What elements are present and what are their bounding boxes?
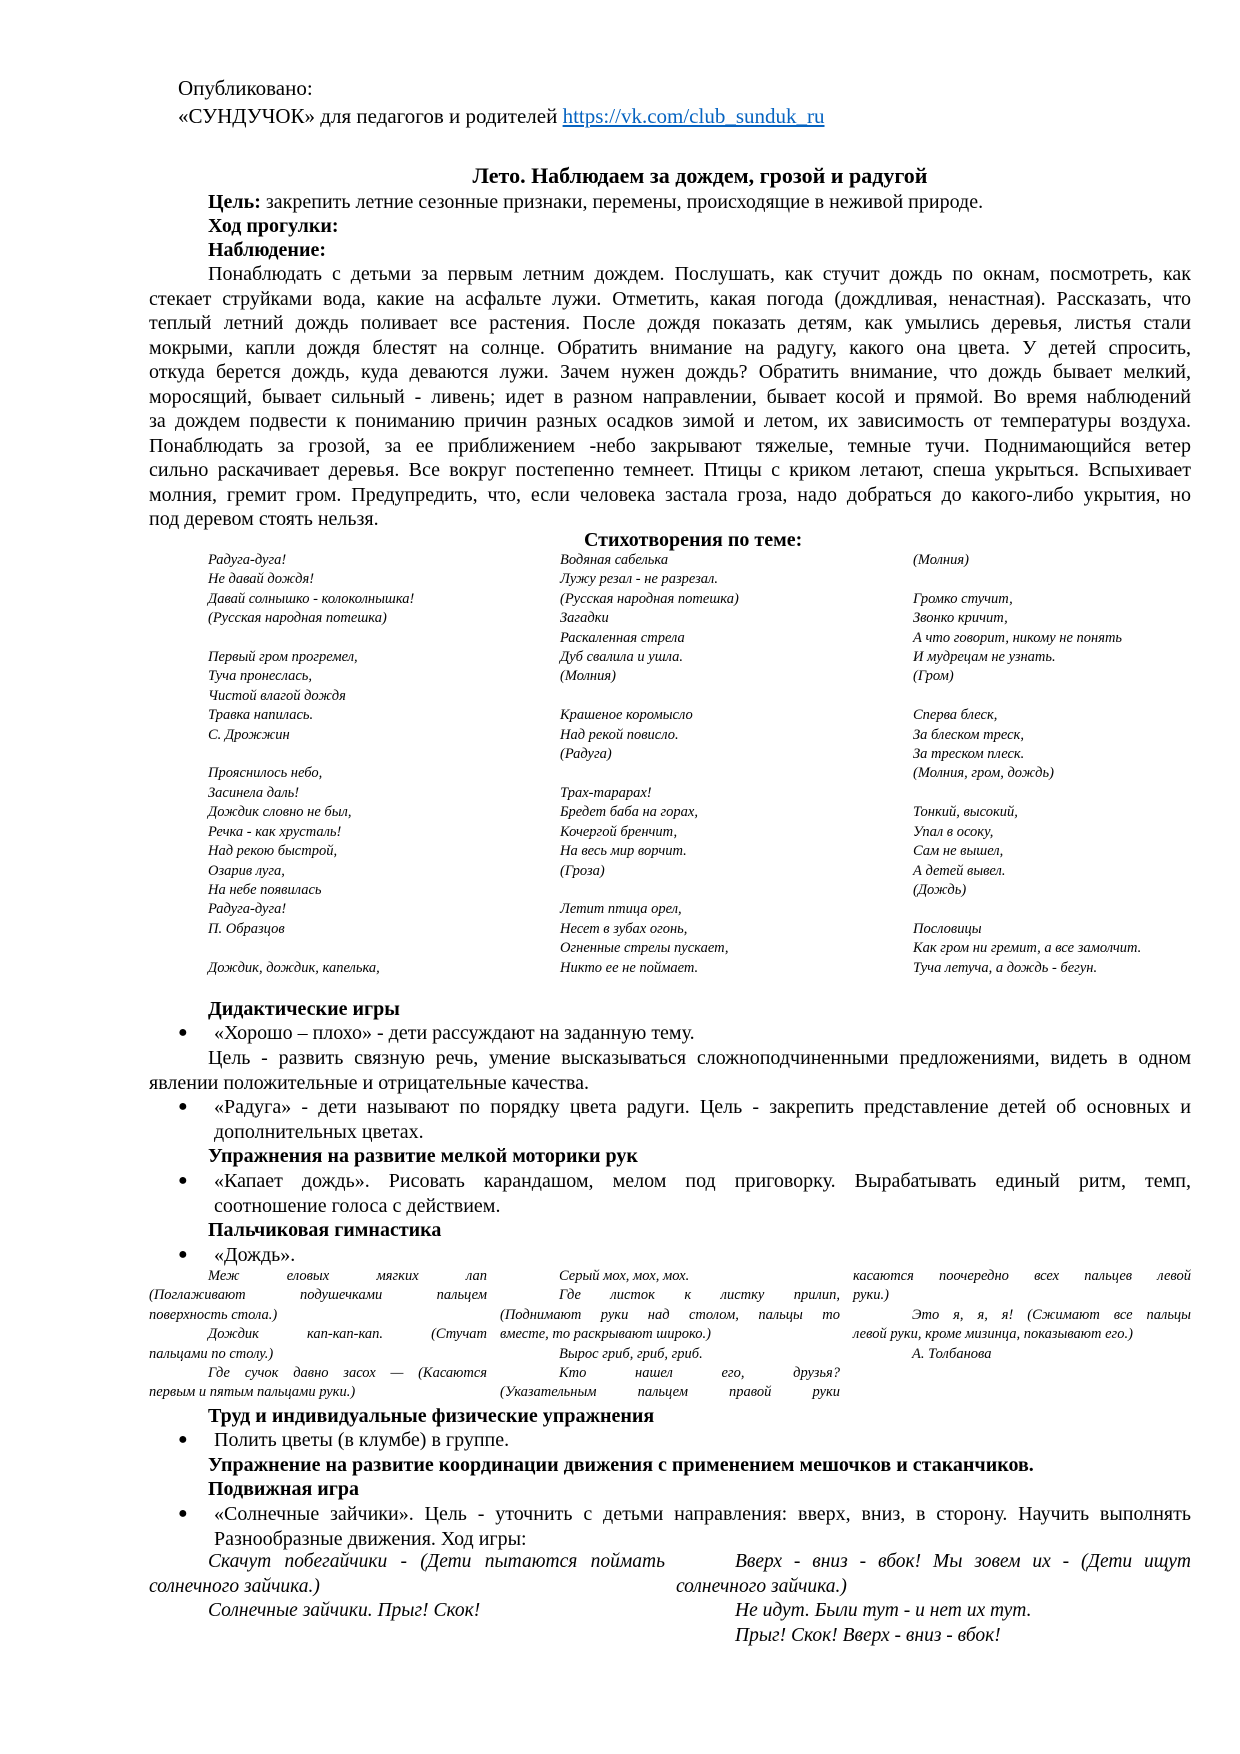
didactic-heading: Дидактические игры — [208, 998, 400, 1020]
published-label: Опубликовано: — [178, 76, 313, 100]
finger-item: «Дождь». — [214, 1244, 296, 1266]
text-line: «Солнечные зайчики». Цель - уточнить с детьми направления: вверх, вниз, в сторону. Научить выполнять — [214, 1503, 1191, 1525]
text-line: Тонкий, высокий, — [913, 804, 1018, 821]
text-line: Дождик, дождик, капелька, — [208, 959, 380, 976]
text-line: С. Дрожжин — [208, 726, 290, 743]
text-line: руки.) — [853, 1287, 889, 1304]
text-line: теплый летний дождь поливает все растения. После дождя показать детям, как умылись деревья, листья стали — [149, 312, 1191, 334]
text-line: мокрыми, капли дождя блестят на солнце. Обратить внимание на радугу, какого она цвета. У детей спросить, — [149, 336, 1191, 359]
bullet-icon: ● — [178, 1172, 188, 1189]
text-line: молния, гремит гром. Предупредить, что, если человека застала гроза, надо добраться до какого-либо укрытия, но — [149, 483, 1191, 506]
text-line: Летит птица орел, — [560, 901, 682, 918]
publisher-line — [178, 104, 825, 129]
text-line: Радуга-дуга! — [208, 552, 287, 568]
text-line: На весь мир ворчит. — [560, 843, 687, 860]
text-line: Прыг! Скок! Вверх - вниз - вбок! — [735, 1624, 1001, 1646]
text-line: За треском плеск. — [913, 746, 1025, 763]
text-line: Сперва блеск, — [913, 707, 998, 724]
text-line: Раскаленная стрела — [560, 629, 685, 646]
text-line: Дождик словно не был, — [208, 804, 352, 821]
labor-item: Полить цветы (в клумбе) в группе. — [214, 1429, 510, 1451]
text-line: Давай солнышко - колоколнышка! — [208, 590, 415, 607]
text-line — [913, 687, 1213, 706]
text-line: (Радуга) — [560, 746, 612, 763]
text-line: первым и пятым пальцами руки.) — [149, 1384, 356, 1401]
text-line: Вверх - вниз - вбок! Мы зовем их - (Дети ищут — [735, 1551, 1191, 1572]
text-line: (Указательным пальцем правой руки — [500, 1384, 840, 1401]
text-line: пальцами по столу.) — [149, 1345, 274, 1362]
text-line: солнечного зайчика.) — [149, 1575, 320, 1597]
text-line: «Радуга» - дети называют по порядку цвета радуги. Цель - закрепить представление детей об основных и — [214, 1096, 1191, 1118]
text-line: Водяная сабелька — [560, 552, 669, 568]
text-line: Загадки — [560, 610, 609, 627]
labor-heading: Труд и индивидуальные физические упражнения — [208, 1405, 655, 1427]
text-line: Крашеное коромысло — [560, 707, 693, 724]
motor-item — [214, 1169, 1191, 1218]
text-line — [560, 687, 900, 706]
text-line: Туча пронеслась, — [208, 668, 312, 685]
text-line: Несет в зубах огонь, — [560, 920, 688, 937]
text-line: (Гром) — [913, 668, 954, 685]
poems-column-2 — [560, 551, 900, 978]
text-line: П. Образцов — [208, 920, 285, 937]
text-line: Озарив луга, — [208, 862, 285, 879]
finger-column-2 — [500, 1267, 840, 1403]
text-line: (Поглаживают подушечками пальцем — [149, 1287, 487, 1304]
outdoor-heading: Подвижная игра — [208, 1478, 359, 1500]
walk-heading: Ход прогулки: — [208, 215, 339, 237]
text-line: явлении положительные и отрицательные качества. — [149, 1071, 590, 1094]
coordination-heading: Упражнение на развитие координации движения с применением мешочков и стаканчиков. — [208, 1454, 1034, 1476]
text-line: Огненные стрелы пускает, — [560, 940, 729, 957]
text-line: И мудрецам не узнать. — [913, 649, 1056, 666]
text-line: (Поднимают руки над столом, пальцы то — [500, 1306, 840, 1323]
text-line — [913, 900, 1213, 919]
text-line: Разнообразные движения. Ход игры: — [214, 1527, 527, 1550]
text-line: А. Толбанова — [912, 1345, 992, 1362]
text-line: Трах-тарарах! — [560, 784, 652, 801]
text-line: Громко стучит, — [913, 590, 1013, 607]
text-line: Кто нашел его, друзья? — [559, 1365, 840, 1382]
text-line — [208, 629, 548, 648]
text-line: На небе появилась — [208, 881, 322, 898]
text-line: Вырос гриб, гриб, гриб. — [559, 1345, 703, 1362]
text-line: А детей вывел. — [913, 862, 1006, 879]
text-line: Серый мох, мох, мох. — [559, 1268, 690, 1284]
goal-label: Цель: — [208, 191, 261, 213]
text-line — [208, 745, 548, 764]
game-column-2 — [676, 1550, 1191, 1648]
text-line: Сам не вышел, — [913, 843, 1004, 860]
text-line: Меж еловых мягких лап — [208, 1268, 487, 1284]
text-line: Кочергой бренчит, — [560, 823, 678, 840]
text-line: (Молния, гром, дождь) — [913, 765, 1054, 782]
didactic-item-2 — [214, 1095, 1191, 1144]
text-line: Первый гром прогремел, — [208, 649, 358, 666]
text-line: Прояснилось небо, — [208, 765, 323, 782]
text-line: А что говорит, никому не понять — [913, 629, 1123, 646]
text-line — [913, 570, 1213, 589]
text-line: Где листок к листку прилип, — [559, 1287, 840, 1304]
text-line: (Русская народная потешка) — [560, 590, 739, 607]
text-line: Скачут побегайчики - (Дети пытаются поймать — [208, 1551, 665, 1572]
bullet-icon: ● — [178, 1098, 188, 1115]
poems-column-1 — [208, 551, 548, 978]
text-line: Речка - как хрусталь! — [208, 823, 342, 840]
text-line: Понаблюдать с детьми за первым летним дождем. Послушать, как стучит дождь по окнам, посмотреть, как — [208, 263, 1191, 285]
bullet-icon: ● — [178, 1024, 188, 1041]
text-line: Радуга-дуга! — [208, 901, 287, 918]
text-line: вместе, то раскрывают широко.) — [500, 1326, 711, 1343]
finger-heading: Пальчиковая гимнастика — [208, 1219, 442, 1241]
text-line: (Дождь) — [913, 881, 967, 898]
text-line: Пословицы — [913, 920, 982, 937]
text-line: Чистой влагой дождя — [208, 687, 346, 704]
text-line: откуда берется дождь, куда деваются лужи. Зачем нужен дождь? Обратить внимание, что дождь бывает мелкий, — [149, 361, 1191, 383]
text-line: сильно раскачивает деревья. Все вокруг постепенно темнеет. Птицы с криком летают, спеша укрыться. Вспыхивает — [149, 459, 1191, 481]
text-line: Где сучок давно засох — (Касаются — [208, 1365, 487, 1382]
text-line: Дождик кап-кап-кап. (Стучат — [208, 1326, 487, 1343]
text-line: (Молния) — [913, 552, 969, 568]
finger-column-3 — [853, 1267, 1191, 1364]
text-line: Над рекою быстрой, — [208, 843, 338, 860]
text-line: солнечного зайчика.) — [676, 1575, 847, 1597]
text-line: Травка напилась. — [208, 707, 314, 724]
text-line: Звонко кричит, — [913, 610, 1008, 627]
didactic-item-1-goal — [149, 1046, 1191, 1095]
text-line — [208, 939, 548, 958]
text-line: касаются поочередно всех пальцев левой — [853, 1268, 1191, 1284]
bullet-icon: ● — [178, 1505, 188, 1522]
publisher-name: «СУНДУЧОК» для педагогов и родителей — [178, 104, 558, 128]
text-line: За блеском треск, — [913, 726, 1024, 743]
text-line: Цель - развить связную речь, умение высказываться сложноподчиненными предложениями, видеть в одном — [208, 1047, 1191, 1069]
text-line: (Русская народная потешка) — [208, 610, 387, 627]
finger-column-1 — [149, 1267, 487, 1403]
poems-column-3 — [913, 551, 1213, 978]
motor-heading: Упражнения на развитие мелкой моторики рук — [208, 1145, 638, 1167]
text-line: Это я, я, я! (Сжимают все пальцы — [912, 1306, 1191, 1323]
text-line: соотношение голоса с действием. — [214, 1194, 501, 1217]
text-line: Упал в осоку, — [913, 823, 994, 840]
text-line: Понаблюдать за грозой, за ее приближением -небо закрывают тяжелые, темные тучи. Поднимающийся ветер — [149, 434, 1191, 457]
text-line: поверхность стола.) — [149, 1306, 278, 1323]
text-line: Как гром ни гремит, а все замолчит. — [913, 940, 1142, 957]
text-line: стекает струйками вода, какие на асфальте лужи. Отметить, какая погода (дождливая, ненастная). Рассказать, что — [149, 287, 1191, 310]
observation-heading: Наблюдение: — [208, 239, 326, 261]
outdoor-item — [214, 1502, 1191, 1551]
text-line: Бредет баба на горах, — [560, 804, 698, 821]
text-line: «Капает дождь». Рисовать карандашом, мелом под приговорку. Вырабатывать единый ритм, темп, — [214, 1170, 1191, 1192]
text-line: левой руки, кроме мизинца, показывают его.) — [853, 1326, 1133, 1343]
text-line: Засинела даль! — [208, 784, 300, 801]
text-line: Лужу резал - не разрезал. — [560, 571, 719, 588]
goal-line — [208, 190, 983, 215]
didactic-item-1: «Хорошо – плохо» - дети рассуждают на заданную тему. — [214, 1022, 695, 1044]
text-line: моросящий, бывает сильный - ливень; идет в разном направлении, бывает косой и прямой. Во время наблюдений — [149, 385, 1191, 408]
text-line: (Молния) — [560, 668, 616, 685]
observation-paragraph — [149, 262, 1191, 532]
text-line: Туча летуча, а дождь - бегун. — [913, 959, 1098, 976]
bullet-icon: ● — [178, 1246, 188, 1263]
vk-link[interactable]: https://vk.com/club_sunduk_ru — [562, 104, 825, 128]
text-line: Дуб свалила и ушла. — [560, 649, 684, 666]
text-line: Не давай дождя! — [208, 571, 315, 588]
poems-heading: Стихотворения по теме: — [584, 529, 803, 551]
text-line: под деревом стоять нельзя. — [149, 508, 379, 530]
text-line: Солнечные зайчики. Прыг! Скок! — [208, 1600, 481, 1621]
bullet-icon: ● — [178, 1431, 188, 1448]
text-line — [913, 784, 1213, 803]
text-line: Не идут. Были тут - и нет их тут. — [735, 1600, 1032, 1621]
text-line: (Гроза) — [560, 862, 605, 879]
goal-text: закрепить летние сезонные признаки, перемены, происходящие в неживой природе. — [260, 191, 984, 213]
text-line: Над рекой повисло. — [560, 726, 679, 743]
text-line: дополнительных цветах. — [214, 1120, 424, 1143]
text-line — [560, 881, 900, 900]
page-title: Лето. Наблюдаем за дождем, грозой и радугой — [472, 163, 928, 188]
text-line: Никто ее не поймает. — [560, 959, 699, 976]
game-column-1 — [149, 1550, 665, 1624]
text-line — [560, 764, 900, 783]
text-line: за дождем подвести к пониманию причин разных осадков зимой и летом, их зависимость от температуры воздуха. — [149, 410, 1191, 432]
